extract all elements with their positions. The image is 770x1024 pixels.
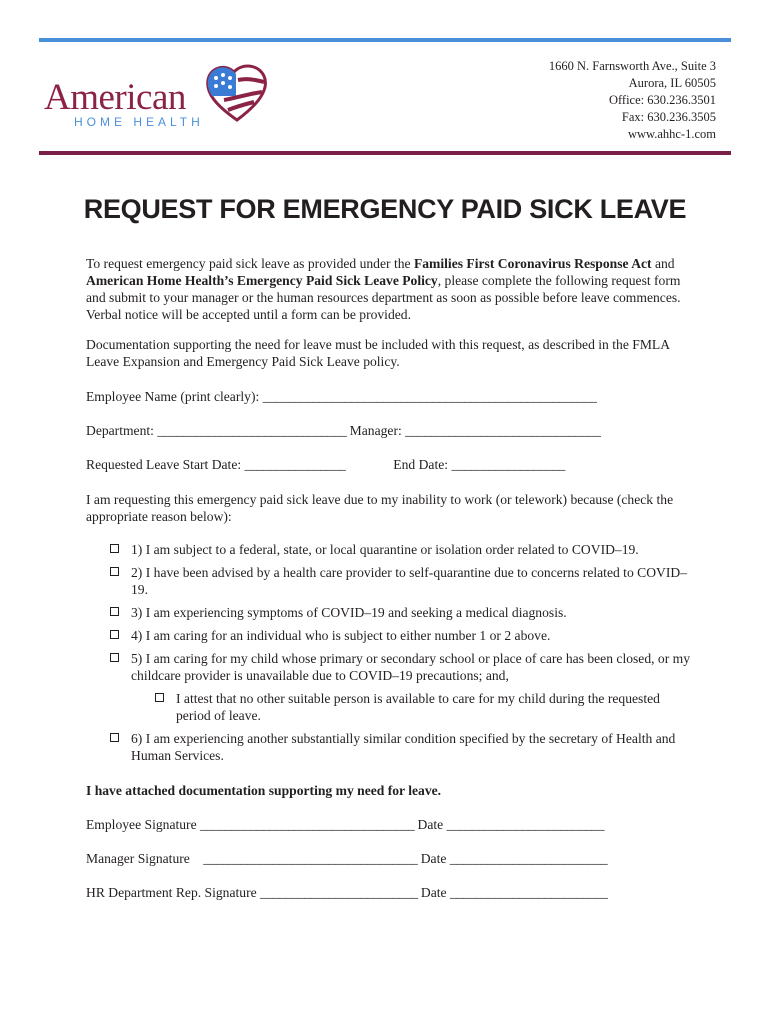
policy-name: American Home Health’s Emergency Paid Sick Leave Policy: [86, 273, 438, 288]
form-body: [86, 255, 696, 901]
employee-name-blank[interactable]: _____________________________________________________: [262, 389, 597, 404]
employee-signature-row: [86, 816, 696, 833]
department-manager-row: [86, 422, 696, 439]
header-top-rule: [39, 38, 731, 42]
intro-text: , please complete the following request form and submit to your manager or the human resources department as soon as possible before leave commences. Verbal notice will be accepted until a form can be provided.: [86, 273, 681, 322]
checkbox[interactable]: [110, 733, 119, 742]
checkbox[interactable]: [110, 607, 119, 616]
employee-signature-blank[interactable]: __________________________________: [200, 817, 415, 832]
documentation-paragraph: Documentation supporting the need for leave must be included with this request, as described in the FMLA Leave Expansion and Emergency Paid Sick Leave policy.: [86, 337, 670, 369]
checkbox[interactable]: [110, 567, 119, 576]
reason-checklist: [86, 541, 696, 764]
end-date-label: End Date:: [393, 457, 449, 472]
manager-label: Manager:: [349, 423, 402, 438]
hr-signature-blank[interactable]: _________________________: [260, 885, 418, 900]
reason-text: 1) I am subject to a federal, state, or local quarantine or isolation order related to COVID–19.: [131, 542, 639, 557]
manager-signature-blank[interactable]: __________________________________: [203, 851, 418, 866]
checkbox[interactable]: [110, 653, 119, 662]
manager-date-blank[interactable]: _________________________: [449, 851, 608, 866]
end-date-blank[interactable]: __________________: [451, 457, 565, 472]
reason-text: 6) I am experiencing another substantially similar condition specified by the secretary of Health and Human Services.: [131, 731, 676, 763]
start-date-label: Requested Leave Start Date:: [86, 457, 242, 472]
manager-blank[interactable]: _______________________________: [405, 423, 601, 438]
header-bottom-rule: [39, 151, 731, 155]
heart-flag-icon: [204, 60, 270, 126]
reason-item-3[interactable]: [86, 604, 696, 621]
reason-intro: I am requesting this emergency paid sick leave due to my inability to work (or telework) because (check the appropriate reason below):: [86, 492, 674, 524]
department-blank[interactable]: ______________________________: [157, 423, 347, 438]
reason-item-1[interactable]: [86, 541, 696, 558]
reason-text: 4) I am caring for an individual who is subject to either number 1 or 2 above.: [131, 628, 551, 643]
hr-signature-row: [86, 884, 696, 901]
employee-date-blank[interactable]: _________________________: [446, 817, 605, 832]
employee-signature-label: Employee Signature: [86, 817, 197, 832]
reason-text: 2) I have been advised by a health care provider to self-quarantine due to concerns related to COVID–19.: [131, 565, 687, 597]
leave-dates-row: [86, 456, 696, 473]
act-name: Families First Coronavirus Response Act: [413, 256, 652, 271]
reason-text: 5) I am caring for my child whose primary or secondary school or place of care has been closed, or my childcare provider is unavailable due to COVID–19 precautions; and,: [131, 651, 691, 683]
attached-documentation-note: I have attached documentation supporting my need for leave.: [86, 783, 442, 798]
intro-paragraph: [86, 255, 696, 323]
reason-item-4[interactable]: [86, 627, 696, 644]
address-fax: Fax: 630.236.3505: [621, 110, 716, 124]
intro-text: and: [651, 256, 675, 271]
reason-text: 3) I am experiencing symptoms of COVID–19 and seeking a medical diagnosis.: [131, 605, 567, 620]
employee-name-field[interactable]: [86, 388, 696, 405]
manager-signature-label: Manager Signature: [86, 851, 190, 866]
checkbox[interactable]: [110, 630, 119, 639]
reason-item-5[interactable]: [86, 650, 696, 684]
address-street: 1660 N. Farnsworth Ave., Suite 3: [548, 59, 716, 73]
employee-name-label: Employee Name (print clearly):: [86, 389, 260, 404]
reason-item-6[interactable]: [86, 730, 696, 764]
reason-item-5-attest[interactable]: [86, 690, 696, 724]
logo-subtitle: HOME HEALTH: [74, 115, 204, 129]
reason-text: I attest that no other suitable person is available to care for my child during the requested period of leave.: [176, 691, 660, 723]
reason-item-2[interactable]: [86, 564, 696, 598]
start-date-blank[interactable]: ________________: [244, 457, 346, 472]
logo-wordmark: American: [44, 77, 186, 118]
intro-text: To request emergency paid sick leave as provided under the: [86, 256, 414, 271]
manager-signature-row: [86, 850, 696, 867]
hr-date-blank[interactable]: _________________________: [449, 885, 608, 900]
checkbox[interactable]: [110, 544, 119, 553]
address-website: www.ahhc-1.com: [627, 127, 716, 141]
department-label: Department:: [86, 423, 154, 438]
hr-signature-label: HR Department Rep. Signature: [86, 885, 257, 900]
company-address: [549, 58, 716, 143]
date-label: Date: [420, 885, 447, 900]
address-office-phone: Office: 630.236.3501: [608, 93, 716, 107]
company-logo: [44, 60, 274, 136]
date-label: Date: [417, 817, 444, 832]
address-city: Aurora, IL 60505: [628, 76, 716, 90]
checkbox[interactable]: [155, 693, 164, 702]
date-label: Date: [420, 851, 447, 866]
form-title: REQUEST FOR EMERGENCY PAID SICK LEAVE: [83, 194, 687, 224]
